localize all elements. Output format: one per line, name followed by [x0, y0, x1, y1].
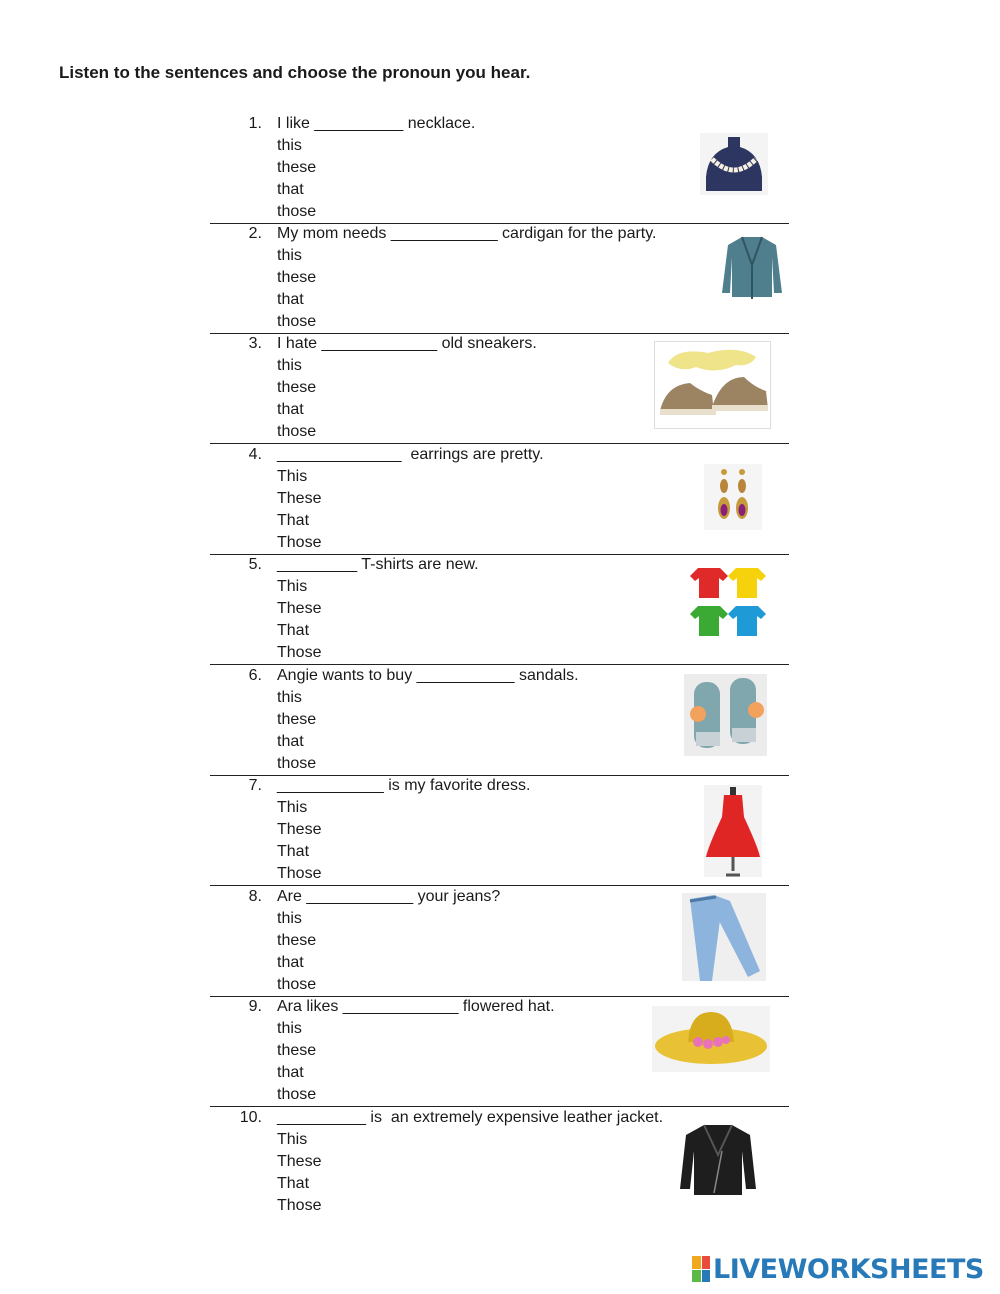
question-2 — [210, 223, 789, 334]
option-these[interactable]: these — [277, 159, 317, 176]
question-5 — [210, 554, 789, 665]
question-sentence: ____________ is my favorite dress. — [277, 777, 531, 794]
option-this[interactable]: This — [277, 468, 308, 485]
option-those[interactable]: those — [277, 423, 317, 440]
option-that[interactable]: That — [277, 843, 310, 860]
option-this[interactable]: this — [277, 247, 302, 264]
option-that[interactable]: that — [277, 291, 304, 308]
option-that[interactable]: That — [277, 622, 310, 639]
option-those[interactable]: Those — [277, 865, 322, 882]
option-that[interactable]: That — [277, 512, 310, 529]
option-these[interactable]: These — [277, 600, 322, 617]
question-number: 9. — [248, 998, 262, 1015]
question-sentence: Ara likes _____________ flowered hat. — [277, 998, 555, 1015]
option-these[interactable]: these — [277, 379, 317, 396]
option-this[interactable]: this — [277, 137, 302, 154]
option-this[interactable]: this — [277, 689, 302, 706]
option-those[interactable]: Those — [277, 534, 322, 551]
question-sentence: My mom needs ____________ cardigan for the party. — [277, 225, 657, 242]
option-those[interactable]: Those — [277, 1197, 322, 1214]
option-those[interactable]: those — [277, 755, 317, 772]
option-this[interactable]: This — [277, 1131, 308, 1148]
option-those[interactable]: Those — [277, 644, 322, 661]
jeans-icon — [682, 893, 766, 981]
option-these[interactable]: these — [277, 711, 317, 728]
question-sentence: Angie wants to buy ___________ sandals. — [277, 667, 579, 684]
question-number: 1. — [248, 115, 262, 132]
option-this[interactable]: This — [277, 799, 308, 816]
question-4 — [210, 444, 789, 555]
question-number: 8. — [248, 888, 262, 905]
question-sentence: _________ T-shirts are new. — [277, 556, 479, 573]
option-those[interactable]: those — [277, 1086, 317, 1103]
question-8 — [210, 886, 789, 997]
question-number: 2. — [248, 225, 262, 242]
option-these[interactable]: these — [277, 1042, 317, 1059]
option-these[interactable]: These — [277, 821, 322, 838]
question-sentence: I like __________ necklace. — [277, 115, 476, 132]
question-number: 6. — [248, 667, 262, 684]
option-that[interactable]: that — [277, 181, 304, 198]
question-7 — [210, 775, 789, 886]
sandals-icon — [684, 674, 767, 756]
dress-icon — [704, 785, 762, 877]
tshirts-icon — [690, 566, 770, 640]
option-those[interactable]: those — [277, 976, 317, 993]
logo-badge-icon — [692, 1256, 710, 1282]
option-this[interactable]: this — [277, 910, 302, 927]
option-those[interactable]: those — [277, 203, 317, 220]
liveworksheets-logo — [692, 1253, 984, 1285]
option-that[interactable]: that — [277, 401, 304, 418]
question-number: 7. — [248, 777, 262, 794]
option-this[interactable]: this — [277, 357, 302, 374]
option-these[interactable]: These — [277, 490, 322, 507]
question-sentence: I hate _____________ old sneakers. — [277, 335, 537, 352]
cardigan-icon — [722, 235, 782, 303]
question-9 — [210, 996, 789, 1107]
option-these[interactable]: These — [277, 1153, 322, 1170]
option-that[interactable]: that — [277, 954, 304, 971]
earrings-icon — [704, 464, 762, 530]
option-that[interactable]: that — [277, 733, 304, 750]
option-that[interactable]: that — [277, 1064, 304, 1081]
question-number: 10. — [239, 1109, 262, 1126]
option-these[interactable]: these — [277, 269, 317, 286]
question-number: 3. — [248, 335, 262, 352]
option-that[interactable]: That — [277, 1175, 310, 1192]
option-this[interactable]: this — [277, 1020, 302, 1037]
question-sentence: Are ____________ your jeans? — [277, 888, 501, 905]
instructions-heading: Listen to the sentences and choose the pronoun you hear. — [59, 63, 531, 82]
jacket-icon — [678, 1121, 758, 1197]
logo-text: LIVEWORKSHEETS — [713, 1253, 984, 1285]
hat-icon — [652, 1006, 770, 1072]
question-sentence: __________ is an extremely expensive leather jacket. — [277, 1109, 664, 1126]
question-10 — [210, 1107, 789, 1217]
option-those[interactable]: those — [277, 313, 317, 330]
question-3 — [210, 333, 789, 444]
question-6 — [210, 665, 789, 776]
option-this[interactable]: This — [277, 578, 308, 595]
necklace-icon — [700, 133, 768, 195]
question-number: 4. — [248, 446, 262, 463]
question-sentence: ______________ earrings are pretty. — [277, 446, 544, 463]
question-number: 5. — [248, 556, 262, 573]
question-1 — [210, 113, 789, 224]
sneakers-icon — [654, 341, 771, 429]
option-these[interactable]: these — [277, 932, 317, 949]
